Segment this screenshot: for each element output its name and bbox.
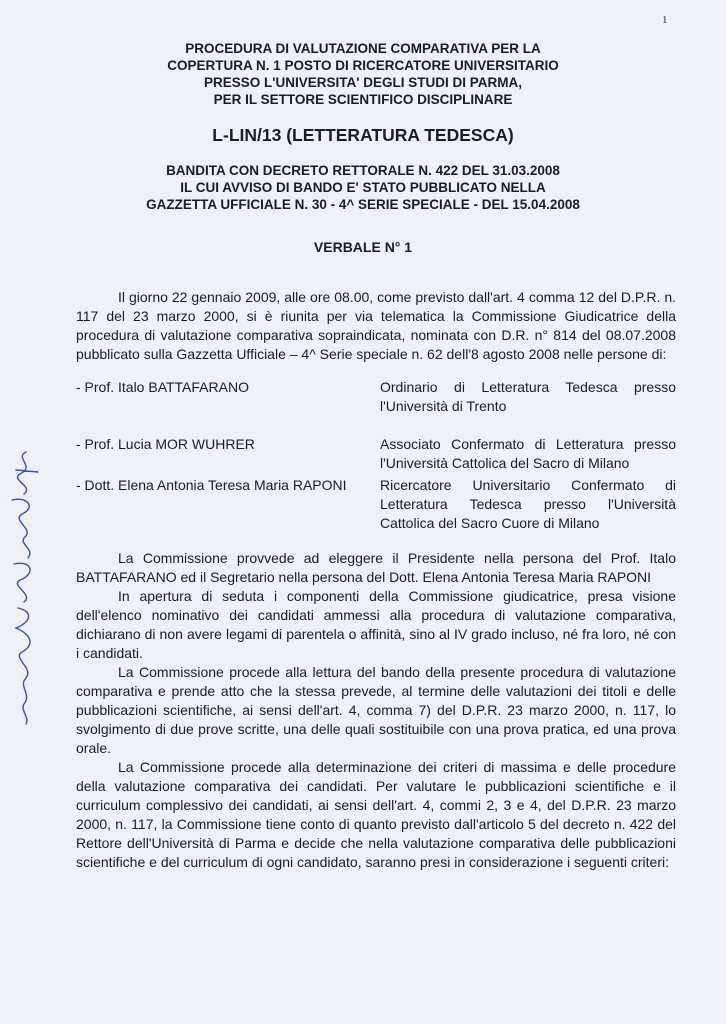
member-role: Associato Confermato di Letteratura presso l'Università Cattolica del Sacro di Milano — [380, 436, 676, 471]
page-number: 1 — [662, 14, 668, 26]
decree-line: GAZZETTA UFFICIALE N. 30 - 4^ SERIE SPECIALE - DEL 15.04.2008 — [146, 197, 580, 212]
verbale-title: VERBALE N° 1 — [313, 239, 413, 255]
decree-line: IL CUI AVVISO DI BANDO E' STATO PUBBLICATO NELLA — [180, 180, 546, 195]
intro-paragraph: Il giorno 22 gennaio 2009, alle ore 08.00, come previsto dall'art. 4 comma 12 del D.P.R. n. 117 del 23 marzo 2000, si è riunita per via telematica la Commissione Giudicatrice della procedura di valutazione comparativa sopraindicata, nominata con D.R. n° 814 del 08.07.2008 pubblicato sulla Gazzetta Ufficiale – 4^ Serie speciale n. 62 dell'8 agosto 2008 nelle persone di: — [76, 289, 676, 362]
body-paragraph: In apertura di seduta i componenti della Commissione giudicatrice, presa visione dell'elenco nominativo dei candidati ammessi alla procedura di valutazione comparativa, dichiarano di non avere legami di parentela o affinità, sino al IV grado incluso, né fra loro, né con i candidati. — [76, 588, 676, 661]
member-name: - Dott. Elena Antonia Teresa Maria RAPONI — [76, 477, 347, 493]
member-row — [76, 378, 676, 416]
header-line: PRESSO L'UNIVERSITA' DEGLI STUDI DI PARMA, — [204, 75, 522, 90]
decree-block — [0, 162, 726, 213]
body-paragraph: La Commissione provvede ad eleggere il Presidente nella persona del Prof. Italo BATTAFARANO ed il Segretario nella persona del Dott. Elena Antonia Teresa Maria RAPONI — [76, 550, 676, 585]
header-line: PER IL SETTORE SCIENTIFICO DISCIPLINARE — [213, 92, 513, 107]
header-line: PROCEDURA DI VALUTAZIONE COMPARATIVA PER LA — [185, 41, 541, 56]
body-paragraph: La Commissione procede alla determinazione dei criteri di massima e delle procedure della valutazione comparativa dei candidati. Per valutare le pubblicazioni scientifiche e il curriculum complessivo dei candidati, ai sensi dell'art. 4, commi 2, 3 e 4, del D.P.R. 23 marzo 2000, n. 117, la Commissione tiene conto di quanto previsto dall'articolo 5 del decreto n. 422 del Rettore dell'Università di Parma e decide che nella valutazione comparativa delle pubblicazioni scientifiche e del curriculum di ogni candidato, saranno presi in considerazione i seguenti criteri: — [76, 759, 676, 870]
document-body — [76, 288, 676, 872]
member-row — [76, 476, 676, 533]
subject-title: L-LIN/13 (LETTERATURA TEDESCA) — [212, 125, 514, 145]
body-paragraph: La Commissione procede alla lettura del bando della presente procedura di valutazione comparativa e prende atto che la stessa prevede, al termine delle valutazioni dei titoli e delle pubblicazioni scientifiche, ai sensi dell'art. 4, comma 7) del D.P.R. 23 marzo 2000, n. 117, lo svolgimento di due prove scritte, una delle quali sostituibile con una prova pratica, ed una prova orale. — [76, 664, 676, 756]
member-role: Ricercatore Universitario Confermato di Letteratura Tedesca presso l'Università Cattolica del Sacro Cuore di Milano — [380, 477, 676, 531]
member-role: Ordinario di Letteratura Tedesca presso l'Università di Trento — [380, 379, 676, 414]
member-name: - Prof. Lucia MOR WUHRER — [76, 436, 255, 452]
document-header — [0, 40, 726, 255]
handwritten-signature — [6, 448, 44, 728]
member-name: - Prof. Italo BATTAFARANO — [76, 379, 249, 395]
header-line: COPERTURA N. 1 POSTO DI RICERCATORE UNIVERSITARIO — [167, 58, 559, 73]
commission-members — [76, 378, 676, 533]
member-row — [76, 435, 676, 473]
decree-line: BANDITA CON DECRETO RETTORALE N. 422 DEL 31.03.2008 — [166, 163, 560, 178]
